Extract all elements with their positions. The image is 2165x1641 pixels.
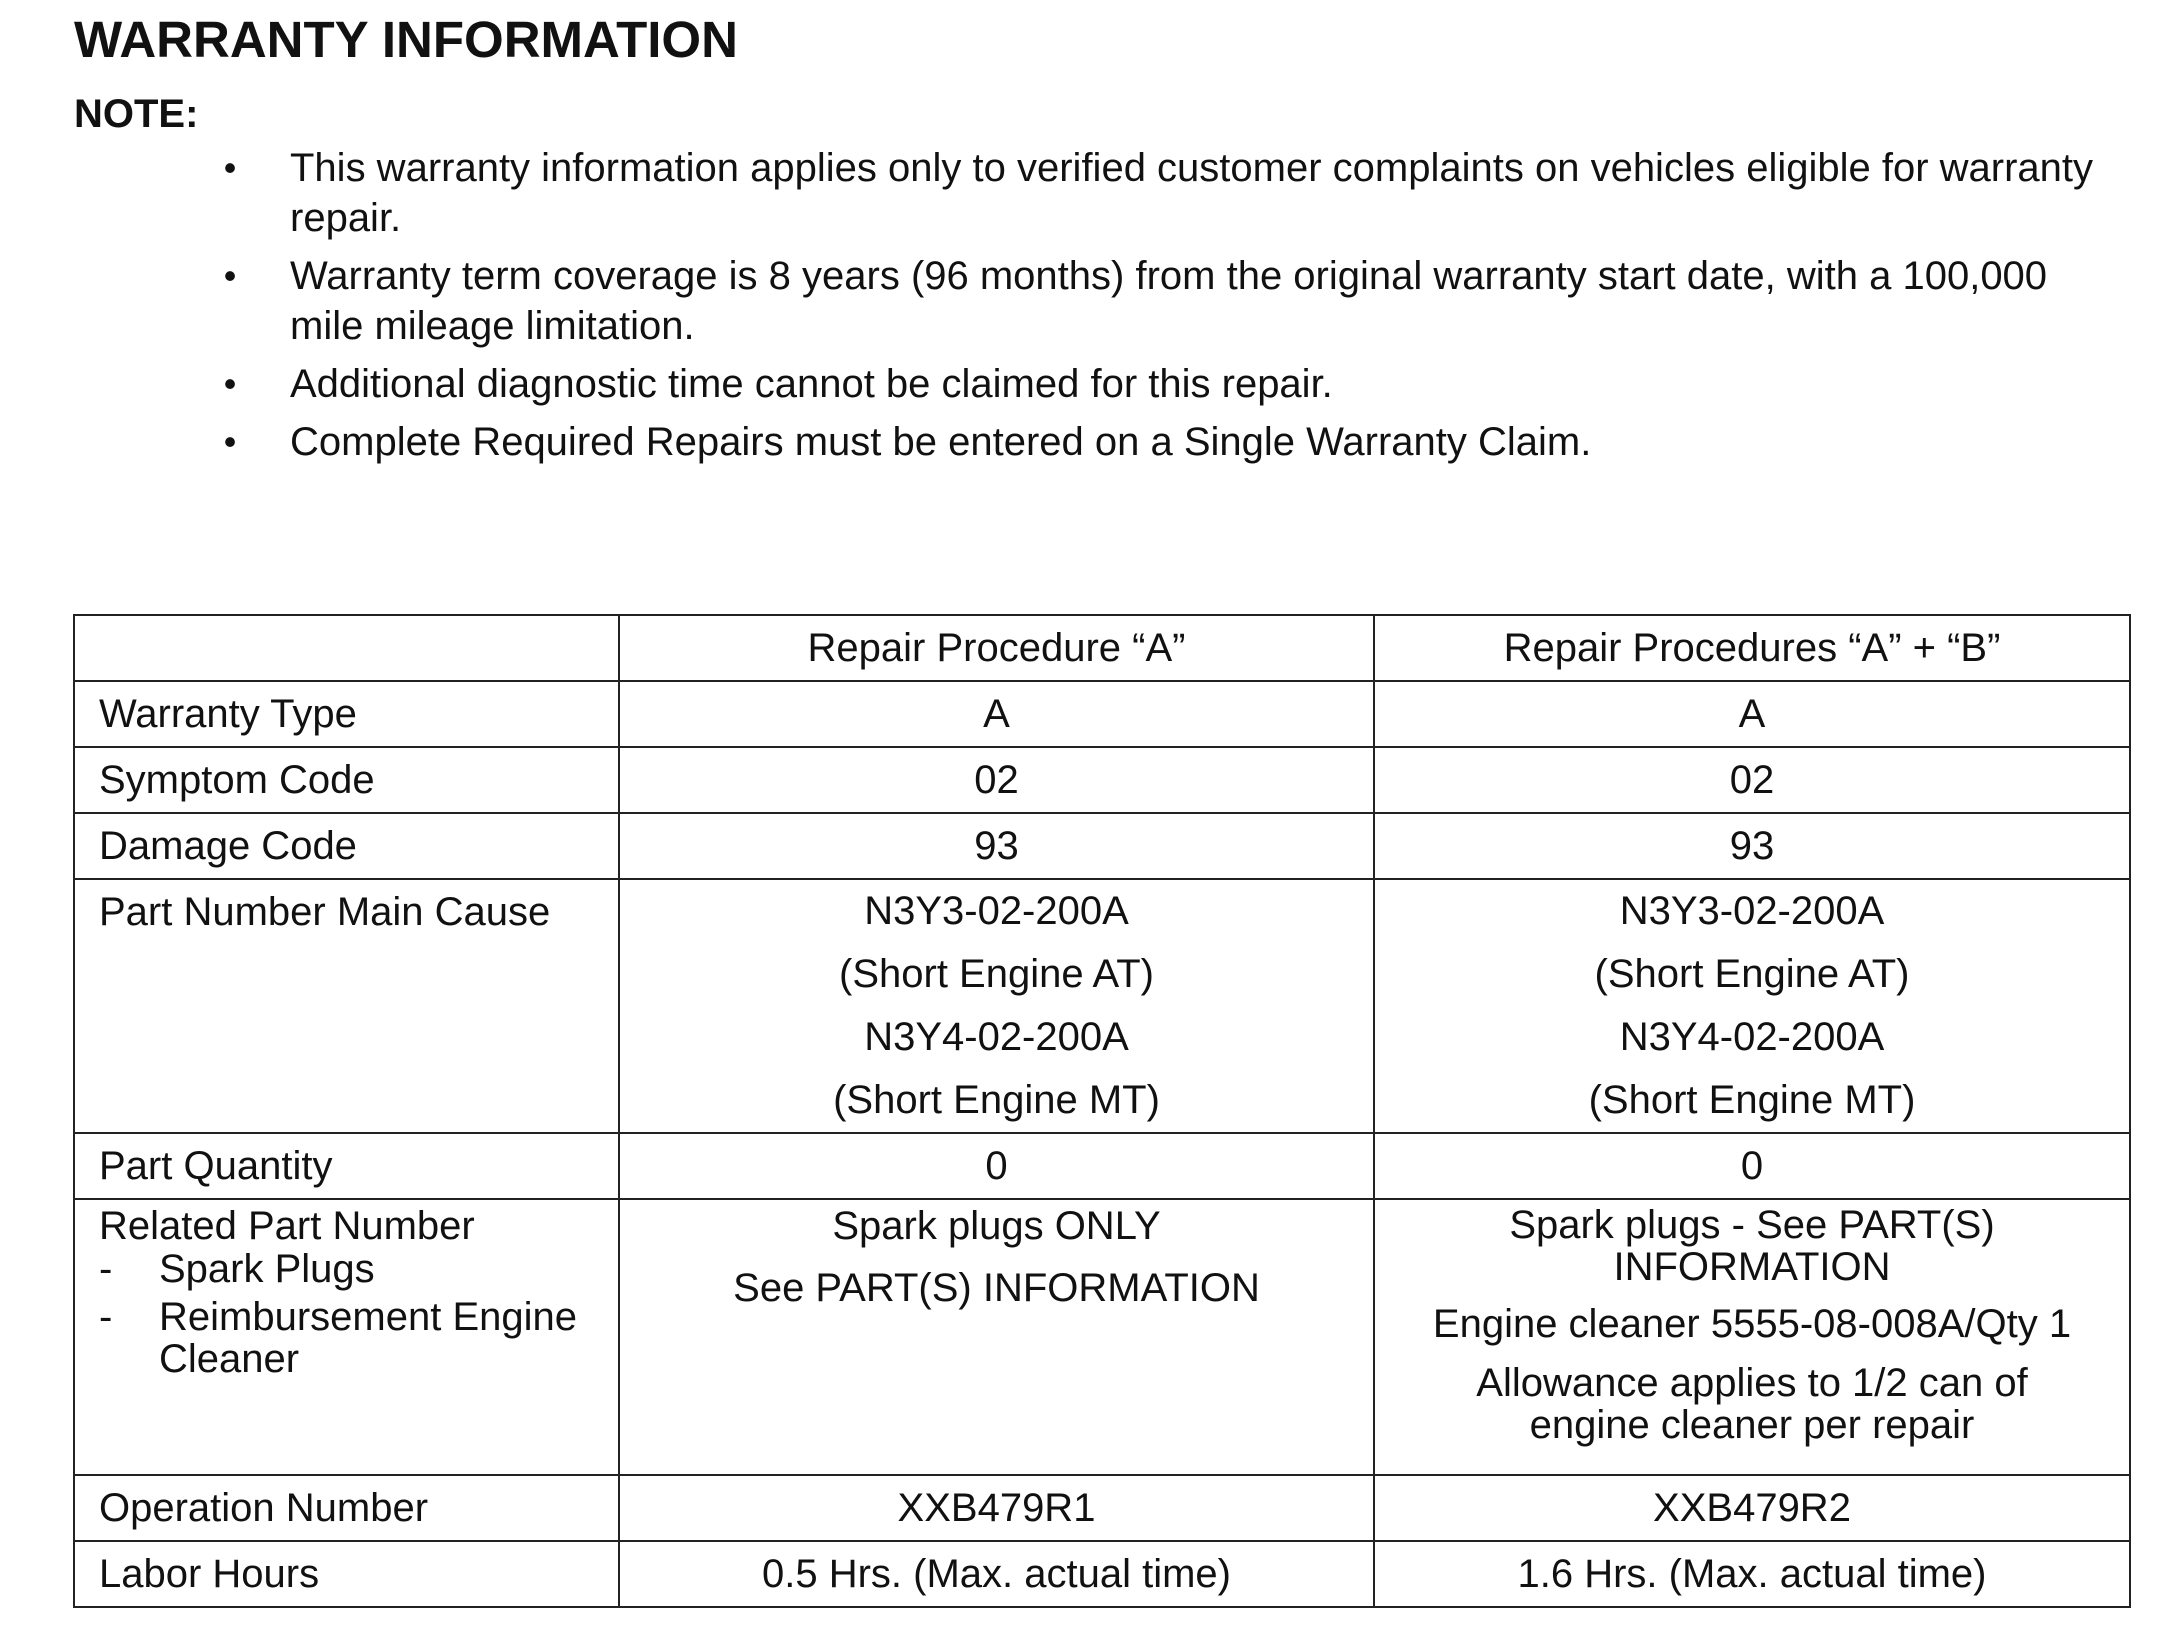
bullet-icon: • — [223, 255, 237, 296]
note-item — [220, 251, 2120, 351]
dash-marker: - — [99, 1247, 113, 1291]
row-label: Warranty Type — [74, 681, 619, 747]
bullet-icon: • — [223, 147, 237, 188]
header-cell-procedure-a: Repair Procedure “A” — [619, 615, 1374, 681]
cell-procedures-a-b: 1.6 Hrs. (Max. actual time) — [1374, 1541, 2130, 1607]
table-row-warranty-type — [74, 681, 2130, 747]
table-row-related-part-number — [74, 1199, 2130, 1475]
note-item — [220, 417, 2120, 467]
row-label: Operation Number — [74, 1475, 619, 1541]
warranty-table — [73, 614, 2131, 1608]
note-text: Complete Required Repairs must be entered on a Single Warranty Claim. — [290, 420, 1592, 464]
row-label-cell — [74, 1199, 619, 1475]
note-text: Warranty term coverage is 8 years (96 months) from the original warranty start date, with a 100,000 mile mileage limitation. — [290, 254, 2048, 348]
row-label: Labor Hours — [74, 1541, 619, 1607]
part-number-line: N3Y4-02-200A — [864, 1015, 1129, 1059]
list-item-label: Reimbursement Engine Cleaner — [159, 1295, 577, 1381]
cell-procedure-a — [619, 1199, 1374, 1475]
cell-procedures-a-b: A — [1374, 681, 2130, 747]
part-number-line: (Short Engine AT) — [839, 952, 1154, 996]
cell-procedure-a: 02 — [619, 747, 1374, 813]
part-number-line: N3Y4-02-200A — [1619, 1015, 1885, 1059]
row-label: Part Number Main Cause — [74, 879, 619, 1133]
table-row-symptom-code — [74, 747, 2130, 813]
table-row-operation-number — [74, 1475, 2130, 1541]
note-item — [220, 359, 2120, 409]
bullet-icon: • — [223, 421, 237, 462]
cell-procedures-a-b — [1374, 879, 2130, 1133]
header-cell-procedures-a-b: Repair Procedures “A” + “B” — [1374, 615, 2130, 681]
part-number-line: N3Y3-02-200A — [1619, 889, 1885, 933]
part-number-line: (Short Engine AT) — [1594, 952, 1910, 996]
table-row-part-quantity — [74, 1133, 2130, 1199]
cell-procedure-a: XXB479R1 — [619, 1475, 1374, 1541]
note-list — [220, 143, 2120, 475]
cell-procedure-a: A — [619, 681, 1374, 747]
note-label: NOTE: — [74, 92, 199, 136]
table-row-damage-code — [74, 813, 2130, 879]
table-row-part-number-main-cause — [74, 879, 2130, 1133]
related-part-line: Spark plugs - See PART(S) INFORMATION — [1509, 1203, 1995, 1289]
note-text: Additional diagnostic time cannot be claimed for this repair. — [290, 362, 1333, 406]
cell-procedures-a-b: 93 — [1374, 813, 2130, 879]
cell-procedures-a-b: 0 — [1374, 1133, 2130, 1199]
cell-procedures-a-b: XXB479R2 — [1374, 1475, 2130, 1541]
related-part-line: Engine cleaner 5555-08-008A/Qty 1 — [1432, 1302, 2072, 1346]
cell-procedures-a-b — [1374, 1199, 2130, 1475]
related-part-line: Allowance applies to 1/2 can of engine cleaner per repair — [1476, 1361, 2028, 1447]
row-label: Symptom Code — [74, 747, 619, 813]
list-item-label: Spark Plugs — [159, 1247, 375, 1291]
part-number-line: (Short Engine MT) — [833, 1078, 1160, 1122]
list-item — [99, 1296, 594, 1380]
cell-procedure-a: 93 — [619, 813, 1374, 879]
bullet-icon: • — [223, 363, 237, 404]
dash-marker: - — [99, 1295, 113, 1339]
note-text: This warranty information applies only to verified customer complaints on vehicles eligible for warranty repair. — [290, 146, 2094, 240]
row-label: Damage Code — [74, 813, 619, 879]
cell-procedure-a — [619, 879, 1374, 1133]
related-part-line: Spark plugs ONLY — [832, 1204, 1161, 1248]
table-header-row — [74, 615, 2130, 681]
part-number-line: (Short Engine MT) — [1588, 1078, 1916, 1122]
note-item — [220, 143, 2120, 243]
cell-procedures-a-b: 02 — [1374, 747, 2130, 813]
related-part-line: See PART(S) INFORMATION — [733, 1266, 1260, 1310]
row-label: Part Quantity — [74, 1133, 619, 1199]
list-item — [99, 1248, 594, 1290]
row-label: Related Part Number — [99, 1204, 475, 1248]
table-row-labor-hours — [74, 1541, 2130, 1607]
cell-procedure-a: 0 — [619, 1133, 1374, 1199]
page-title: WARRANTY INFORMATION — [74, 11, 738, 68]
related-part-sublist — [99, 1248, 594, 1380]
cell-procedure-a: 0.5 Hrs. (Max. actual time) — [619, 1541, 1374, 1607]
header-cell-empty — [74, 615, 619, 681]
part-number-line: N3Y3-02-200A — [864, 889, 1129, 933]
